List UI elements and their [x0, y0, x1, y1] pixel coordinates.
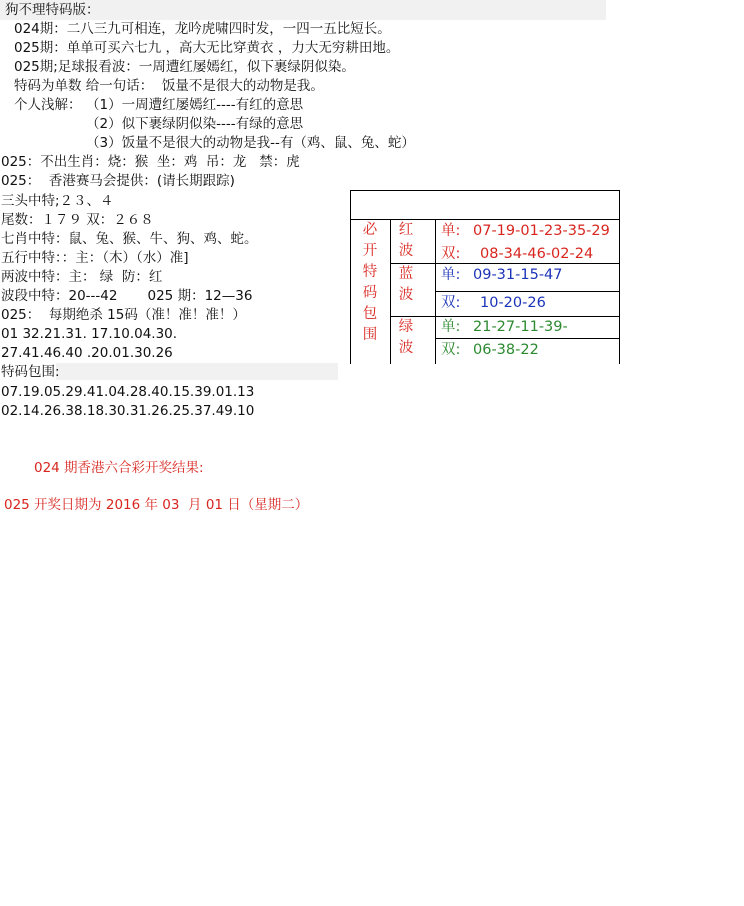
special-code-table: [350, 190, 620, 364]
red-wave-char: 红: [398, 222, 414, 238]
pkg-numbers-2: 02.14.26.38.18.30.31.26.25.37.49.10: [1, 403, 255, 419]
interp-1: （1）一周遭红屡嫣红----有红的意思: [86, 97, 304, 113]
green-single-label: 单:: [441, 319, 461, 335]
table-border-top: [350, 190, 620, 191]
five-element-line: 五行中特：：主：（木）（水）准]: [1, 250, 189, 266]
pkg-shade: [56, 363, 338, 380]
table-header-char: 必: [362, 222, 378, 238]
green-wave-char: 波: [398, 340, 414, 356]
red-double-numbers: 08-34-46-02-24: [480, 246, 594, 262]
table-header-char: 开: [362, 243, 378, 259]
green-single-numbers: 21-27-11-39-: [473, 319, 568, 335]
table-header-char: 围: [362, 327, 378, 343]
zodiac-out: 025：不出生肖：烧：猴 坐：鸡 吊：龙 禁：虎: [1, 154, 300, 170]
line-saying: 特码为单数 给一句话： 饭量不是很大的动物是我。: [14, 78, 324, 94]
red-single-label: 单:: [441, 223, 461, 239]
provider-line: 025： 香港赛马会提供：(请长期跟踪): [1, 173, 235, 189]
interp-3: （3）饭量不是很大的动物是我--有（鸡、鼠、兔、蛇）: [86, 135, 415, 151]
table-border-left: [350, 190, 351, 364]
interp-2: （2）似下裹绿阴似染----有绿的意思: [86, 116, 304, 132]
table-vline-1: [390, 219, 391, 364]
green-wave-char: 绿: [398, 319, 414, 335]
table-header-vertical: [360, 220, 380, 346]
blue-double-label: 双:: [441, 295, 461, 311]
blue-double-numbers: 10-20-26: [480, 295, 546, 311]
two-wave-line: 两波中特：主： 绿 防：红: [1, 269, 163, 285]
table-header-char: 码: [362, 285, 378, 301]
pkg-numbers-1: 07.19.05.29.41.04.28.40.15.39.01.13: [1, 384, 255, 400]
table-hline-green-inner: [435, 338, 620, 339]
table-header-char: 包: [362, 306, 378, 322]
red-wave-char: 波: [398, 243, 414, 259]
line-024: 024期：二八三九可相连，龙吟虎啸四时发，一四一五比短长。: [14, 21, 391, 37]
red-single-numbers: 07-19-01-23-35-29: [473, 223, 610, 239]
head-line: 三头中特;２３、４: [1, 193, 114, 209]
blue-wave-char: 波: [398, 287, 414, 303]
blue-wave-label: [396, 264, 416, 306]
results-date: 025 开奖日期为 2016 年 03 月 01 日（星期二）: [4, 497, 309, 513]
table-hline-blue-inner: [435, 291, 620, 292]
kill-line: 025： 每期绝杀 15码（准！准！准！）: [1, 307, 246, 323]
tail-line: 尾数：１７９ 双：２６８: [1, 212, 154, 228]
seven-zodiac-line: 七肖中特：鼠、兔、猴、牛、狗、鸡、蛇。: [1, 231, 258, 247]
line-025-a: 025期：单单可买六七九 ，高大无比穿黄衣 ，力大无穷耕田地。: [14, 40, 400, 56]
green-double-label: 双:: [441, 342, 461, 358]
results-title: 024 期香港六合彩开奖结果:: [34, 460, 204, 476]
table-header-char: 特: [362, 264, 378, 280]
blue-wave-char: 蓝: [398, 266, 414, 282]
blue-single-numbers: 09-31-15-47: [473, 267, 563, 283]
interp-label: 个人浅解：: [14, 97, 82, 113]
pkg-label: 特码包围:: [1, 364, 60, 380]
segment-line: 波段中特：20---42 025 期：12—36: [1, 288, 253, 304]
line-025-b: 025期;足球报看波：一周遭红屡嫣红，似下裹绿阴似染。: [14, 59, 355, 75]
kill-numbers-1: 01 32.21.31. 17.10.04.30.: [1, 326, 178, 342]
red-wave-label: [396, 220, 416, 262]
kill-numbers-2: 27.41.46.40 .20.01.30.26: [1, 345, 173, 361]
green-wave-label: [396, 317, 416, 359]
green-double-numbers: 06-38-22: [473, 342, 539, 358]
page-title: 狗不理特码版：: [5, 2, 100, 18]
red-double-label: 双:: [441, 246, 461, 262]
blue-single-label: 单:: [441, 267, 461, 283]
